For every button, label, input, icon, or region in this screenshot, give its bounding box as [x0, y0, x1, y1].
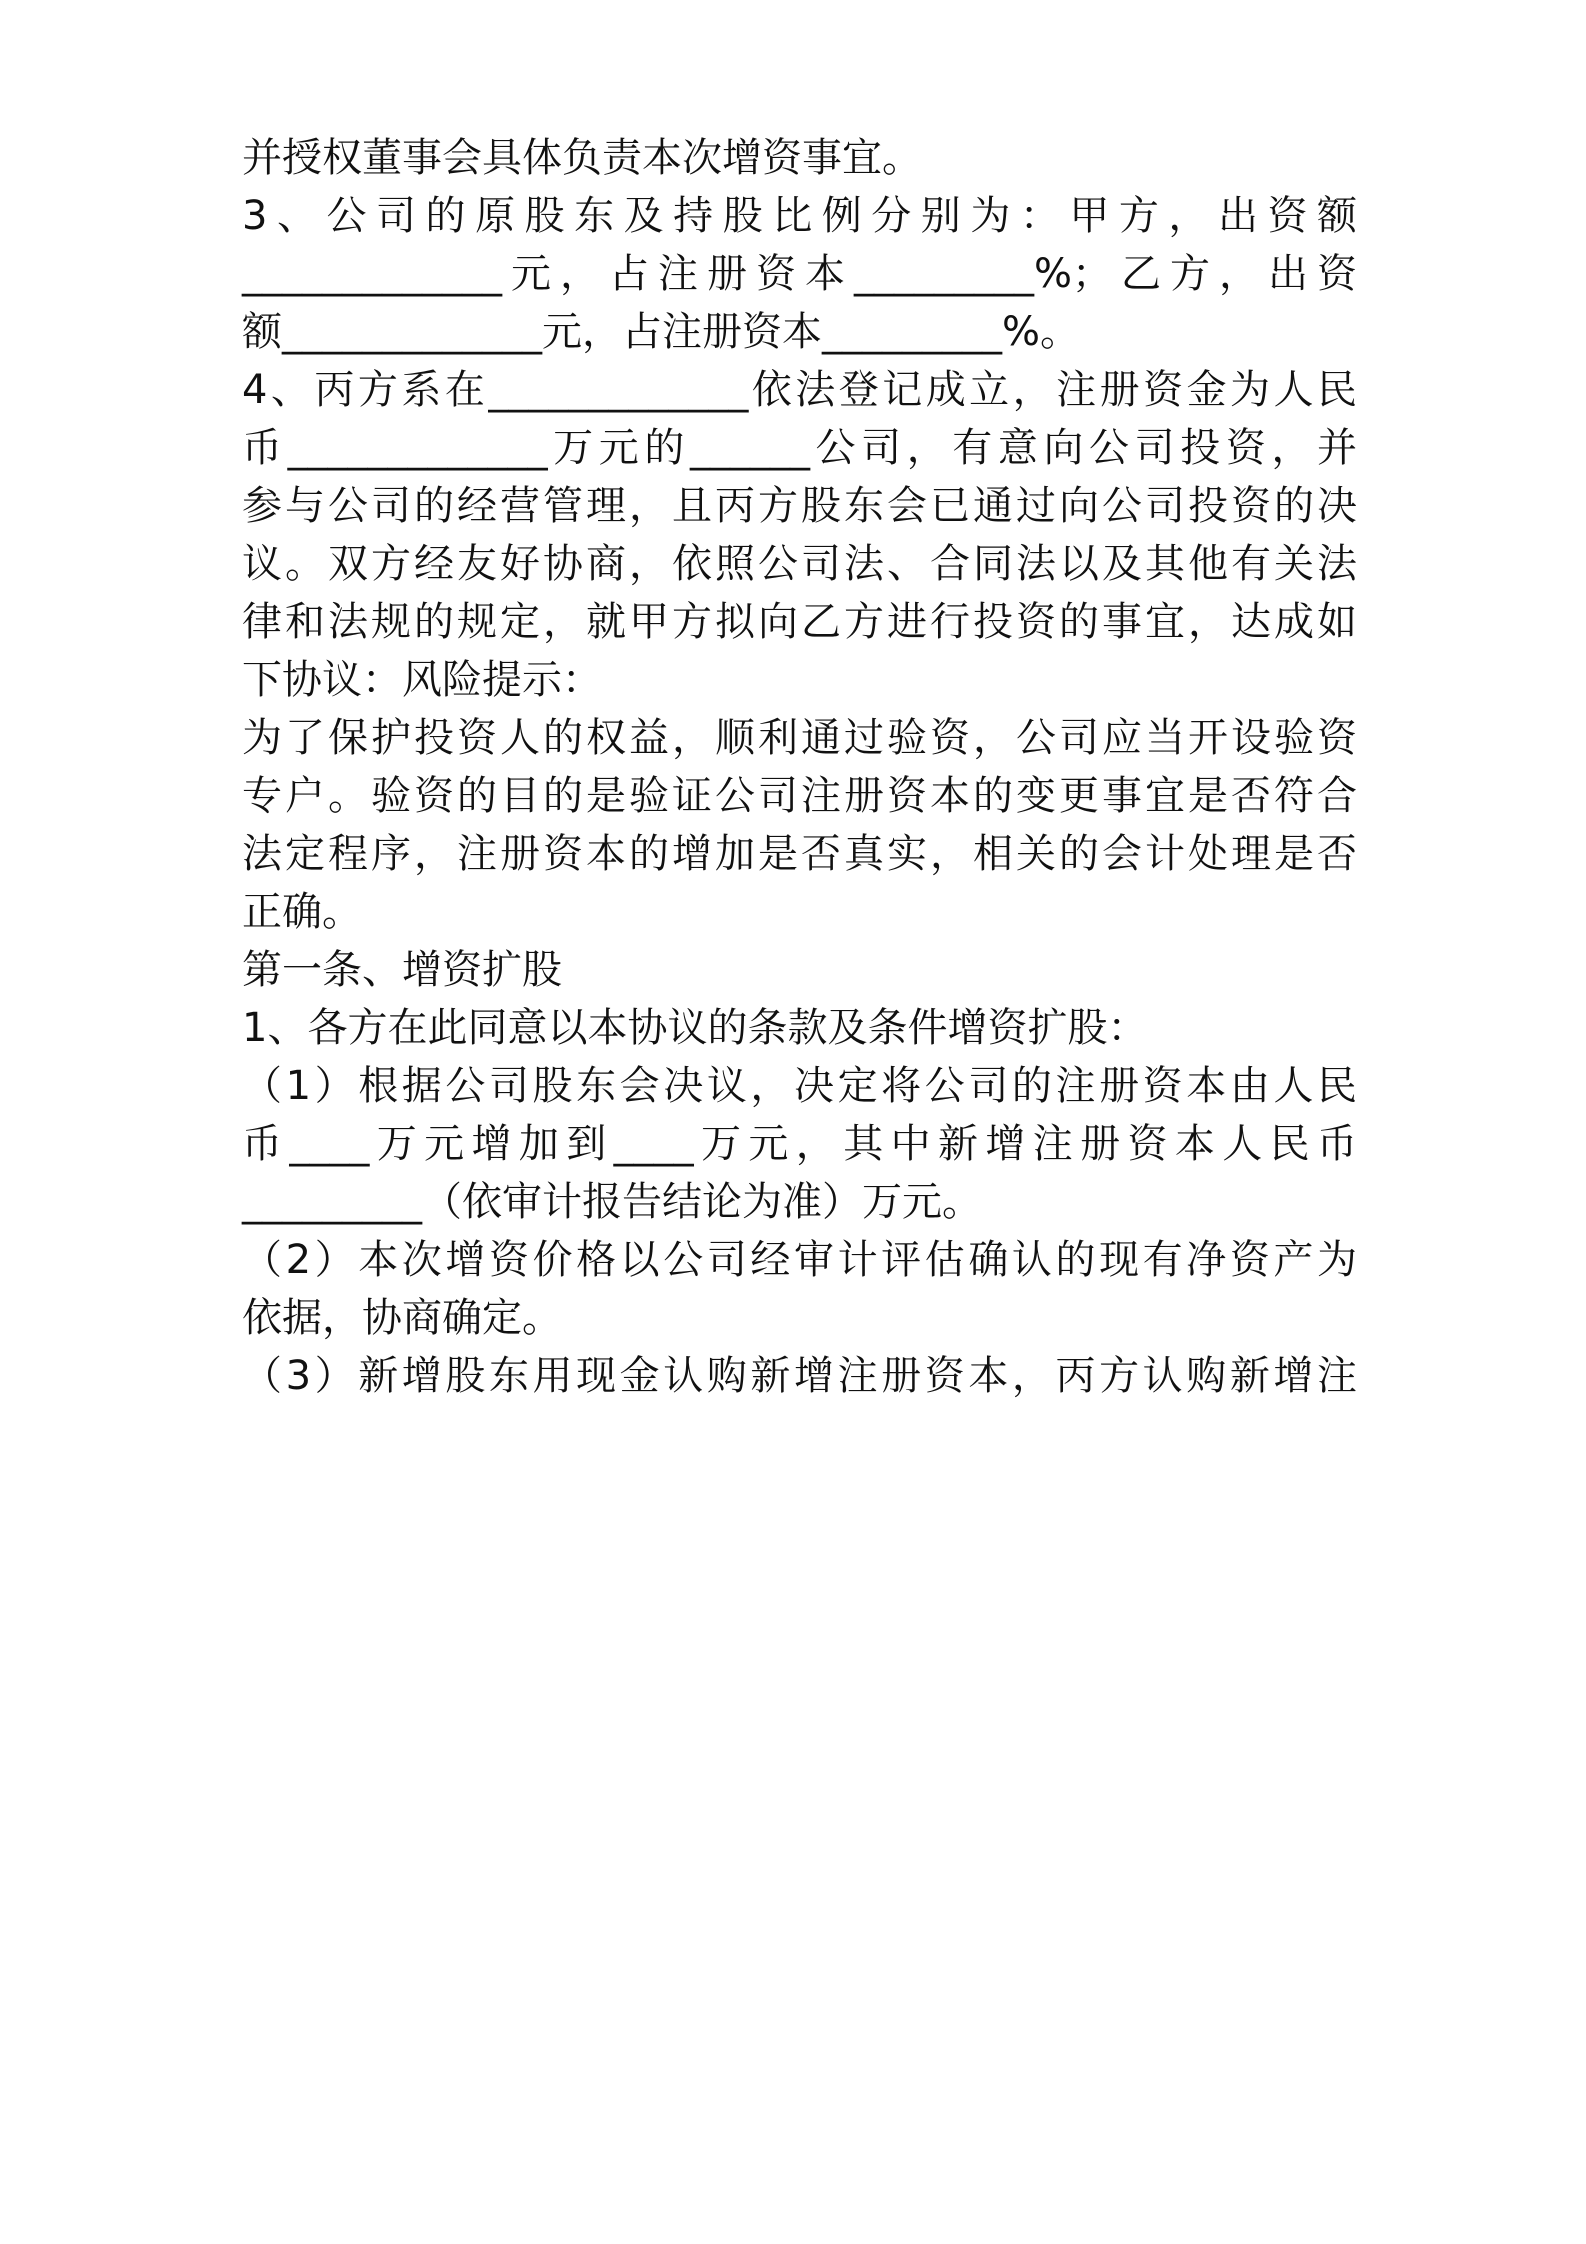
- item-4-line-6: 下协议：风险提示：: [242, 657, 602, 703]
- subclause-3-line-1: （3）新增股东用现金认购新增注册资本，丙方认购新增注: [242, 1353, 1357, 1399]
- item-3-line-2: _____________元，占注册资本_________%；乙方，出资: [242, 251, 1357, 297]
- item-4-line-1: 4、丙方系在_____________依法登记成立，注册资金为人民: [242, 367, 1357, 413]
- subclause-1-line-2: 币____万元增加到____万元，其中新增注册资本人民币: [242, 1121, 1357, 1167]
- subclause-2-line-2: 依据，协商确定。: [242, 1295, 562, 1341]
- article-1-heading: 第一条、增资扩股: [242, 947, 562, 993]
- item-4-line-3: 参与公司的经营管理，且丙方股东会已通过向公司投资的决: [242, 483, 1357, 529]
- item-4-line-2: 币_____________万元的______公司，有意向公司投资，并: [242, 425, 1357, 471]
- item-3-line-3: 额_____________元，占注册资本_________%。: [242, 309, 1081, 355]
- clause-1-line-1: 1、各方在此同意以本协议的条款及条件增资扩股：: [242, 1005, 1148, 1051]
- item-3-line-1: 3、公司的原股东及持股比例分别为：甲方，出资额: [242, 193, 1357, 239]
- subclause-1-line-3: _________（依审计报告结论为准）万元。: [242, 1179, 982, 1225]
- item-4-line-4: 议。双方经友好协商，依照公司法、合同法以及其他有关法: [242, 541, 1357, 587]
- risk-note-line-2: 专户。验资的目的是验证公司注册资本的变更事宜是否符合: [242, 773, 1357, 819]
- subclause-1-line-1: （1）根据公司股东会决议，决定将公司的注册资本由人民: [242, 1063, 1357, 1109]
- subclause-2-line-1: （2）本次增资价格以公司经审计评估确认的现有净资产为: [242, 1237, 1357, 1283]
- paragraph-1-line-1: 并授权董事会具体负责本次增资事宜。: [242, 135, 922, 181]
- risk-note-line-3: 法定程序，注册资本的增加是否真实，相关的会计处理是否: [242, 831, 1357, 877]
- risk-note-line-4: 正确。: [242, 889, 362, 935]
- item-4-line-5: 律和法规的规定，就甲方拟向乙方进行投资的事宜，达成如: [242, 599, 1357, 645]
- risk-note-line-1: 为了保护投资人的权益，顺利通过验资，公司应当开设验资: [242, 715, 1357, 761]
